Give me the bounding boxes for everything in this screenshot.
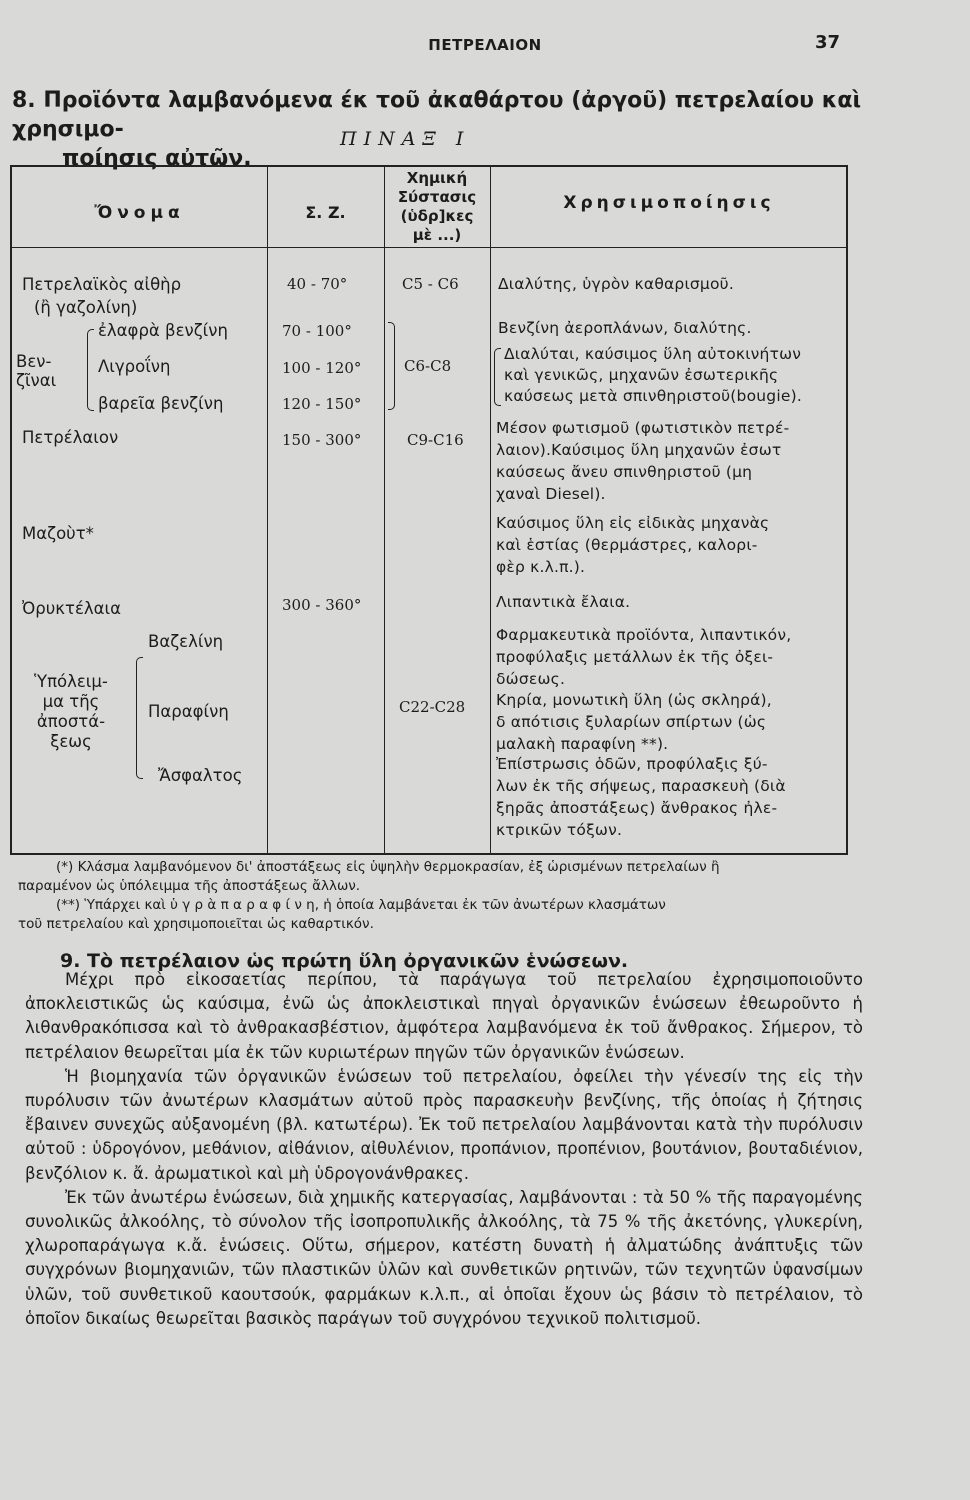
residue-line2: μα τῆς bbox=[42, 692, 100, 711]
vaseline-name: Βαζελίνη bbox=[148, 632, 224, 651]
header-chem-line3: (ὑδρ]κες bbox=[400, 207, 474, 225]
mazout-usage-line1: Καύσιμος ὕλη εἰς εἰδικὰς μηχανὰς bbox=[496, 514, 770, 532]
asphalt-usage-line4: κτρικῶν τόξων. bbox=[496, 821, 623, 839]
footnote-2-line2: τοῦ πετρελαίου καὶ χρησιμοποιεῖται ὡς καθαρτικόν. bbox=[18, 916, 374, 932]
section-9-body bbox=[25, 968, 863, 1331]
ligroin-boiling-point: 100 - 120° bbox=[282, 359, 362, 377]
petroleum-chem: C9-C16 bbox=[407, 431, 464, 449]
ether-name-line2: (ἢ γαζολίνη) bbox=[34, 298, 138, 317]
vaseline-usage-line2: προφύλαξις μετάλλων ἐκ τῆς ὀξει- bbox=[496, 648, 774, 666]
petroleum-name: Πετρέλαιον bbox=[22, 428, 119, 447]
engine-usage-brace bbox=[494, 348, 501, 406]
benzines-group-label bbox=[16, 352, 56, 390]
asphalt-name: Ἄσφαλτος bbox=[158, 766, 243, 785]
light-benzine-usage: Βενζίνη ἀεροπλάνων, διαλύτης. bbox=[498, 319, 752, 337]
vaseline-usage-line3: δώσεως. bbox=[496, 670, 566, 688]
ligroin-name: Λιγροΐνη bbox=[98, 357, 171, 376]
table-divider bbox=[384, 167, 385, 853]
section-9-heading: 9. Τὸ πετρέλαιον ὡς πρώτη ὕλη ὀργανικῶν ἑνώσεων. bbox=[60, 950, 629, 972]
ether-chem: C5 - C6 bbox=[402, 275, 459, 293]
mineral-oils-boiling-point: 300 - 360° bbox=[282, 596, 362, 614]
footnote-1-line1: (*) Κλάσμα λαμβανόμενον δι' ἀποστάξεως εἰς ὑψηλὴν θερμοκρασίαν, ἐξ ὡρισμένων πετρελαίων ἢ bbox=[56, 859, 720, 875]
table-caption: ΠΙΝΑΞ Ι bbox=[340, 128, 471, 150]
footnote-2-line1: (**) Ὑπάρχει καὶ ὑ γ ρ ὰ π α ρ α φ ί ν η, ἡ ὁποία λαμβάνεται ἐκ τῶν ἀνωτέρων κλασμάτων bbox=[56, 897, 666, 913]
paraffin-usage bbox=[496, 689, 772, 755]
benzines-chem-brace bbox=[388, 322, 395, 410]
products-table bbox=[10, 165, 848, 855]
table-header-divider bbox=[12, 247, 846, 248]
table-footnotes bbox=[18, 858, 898, 934]
vaseline-usage-line1: Φαρμακευτικὰ προϊόντα, λιπαντικόν, bbox=[496, 626, 792, 644]
mazout-usage-line3: φὲρ κ.λ.π.). bbox=[496, 558, 586, 576]
header-usage: Χρησιμοποίησις bbox=[563, 193, 775, 213]
residue-brace bbox=[136, 657, 143, 779]
light-benzine-boiling-point: 70 - 100° bbox=[282, 322, 352, 340]
page-number: 37 bbox=[815, 32, 841, 53]
section-8-title-line2: ποίησις αὐτῶν. bbox=[62, 146, 252, 171]
table-divider bbox=[267, 167, 268, 853]
mineral-oils-usage: Λιπαντικὰ ἔλαια. bbox=[496, 593, 631, 611]
paragraph-2: Ἡ βιομηχανία τῶν ὀργανικῶν ἑνώσεων τοῦ πετρελαίου, ὀφείλει τὴν γένεσίν της εἰς τὴν πυρόλυσιν τῶν ἀνωτέρων κλασμάτων αὐτοῦ πρὸς παρασκευὴν βενζίνης, τῆς ὁποίας ἡ ζήτησις ἔβαινεν συνεχῶς αὐξανομένη (βλ. κατωτέρω). Ἐκ τοῦ πετρελαίου λαμβάνονται κατὰ τὴν πυρόλυσιν αὐτοῦ : ὑδρογόνον, μεθάνιον, αἰθάνιον, αἰθυλένιον, προπάνιον, προπένιον, βουτάνιον, βουταδιένιον, βενζόλιον κ. ἄ. ἀρωματικοὶ καὶ μὴ ὑδρογονάνθρακες. bbox=[25, 1066, 863, 1183]
ether-name-line1: Πετρελαϊκὸς αἰθὴρ bbox=[22, 275, 182, 294]
header-boiling-point: Σ. Ζ. bbox=[305, 203, 346, 222]
row-ether-name bbox=[22, 273, 181, 319]
asphalt-usage-line1: Ἐπίστρωσις ὁδῶν, προφύλαξις ξύ- bbox=[496, 755, 768, 773]
ether-boiling-point: 40 - 70° bbox=[287, 275, 348, 293]
mazout-usage-line2: καὶ ἑστίας (θερμάστρες, καλορι- bbox=[496, 536, 758, 554]
benz-group-line2: ζῖναι bbox=[16, 371, 57, 390]
asphalt-usage-line3: ξηρᾶς ἀποστάξεως) ἄνθρακος ἠλε- bbox=[496, 799, 778, 817]
benz-group-line1: Βεν- bbox=[16, 352, 52, 371]
petroleum-usage-line1: Μέσον φωτισμοῦ (φωτιστικὸν πετρέ- bbox=[496, 419, 790, 437]
vaseline-usage bbox=[496, 624, 791, 690]
petroleum-usage-line2: λαιον).Καύσιμος ὕλη μηχανῶν ἐσωτ bbox=[496, 441, 782, 459]
engine-usage-line3: καύσεως μετὰ σπινθηριστοῦ(bougie). bbox=[504, 387, 802, 405]
heavy-benzine-boiling-point: 120 - 150° bbox=[282, 395, 362, 413]
residue-line1: Ὑπόλειμ- bbox=[34, 672, 108, 691]
paraffin-usage-line1: Κηρία, μονωτικὴ ὕλη (ὡς σκληρά), bbox=[496, 691, 772, 709]
header-chem-line2: Σύστασις bbox=[397, 188, 477, 206]
table-divider bbox=[490, 167, 491, 853]
mazout-usage bbox=[496, 512, 769, 578]
benzines-brace bbox=[87, 329, 94, 411]
benzines-chem: C6-C8 bbox=[404, 357, 452, 375]
mazout-name: Μαζοὺτ* bbox=[22, 524, 94, 543]
petroleum-usage bbox=[496, 417, 789, 505]
petroleum-usage-line4: χαναὶ Diesel). bbox=[496, 485, 606, 503]
header-name: Ὄνομα bbox=[94, 203, 185, 223]
heavy-benzine-name: βαρεῖα βενζίνη bbox=[98, 394, 224, 413]
residue-name bbox=[22, 672, 120, 752]
paraffin-name: Παραφίνη bbox=[148, 702, 229, 721]
paragraph-1: Μέχρι πρὸ εἰκοσαετίας περίπου, τὰ παράγωγα τοῦ πετρελαίου ἐχρησιμοποιοῦντο ἀποκλειστικῶς ὡς καύσιμα, ἐνῶ ὡς ἀποκλειστικαὶ πηγαὶ ὀργανικῶν ἑνώσεων ἐθεωροῦντο ἡ λιθανθρακόπισσα καὶ τὸ ἀνθρακασβέστιον, ἀμφότερα λαμβανόμενα ἐκ τοῦ ἄνθρακος. Σήμερον, τὸ πετρέλαιον θεωρεῖται μία ἐκ τῶν κυριωτέρων πηγῶν τῶν ὀργανικῶν ἑνώσεων. bbox=[25, 970, 863, 1062]
paraffin-usage-line3: μαλακὴ παραφίνη **). bbox=[496, 735, 669, 753]
asphalt-usage bbox=[496, 753, 786, 841]
header-chem-line4: μὲ ...) bbox=[412, 226, 462, 244]
engine-usage-line1: Διαλύται, καύσιμος ὕλη αὐτοκινήτων bbox=[504, 345, 802, 363]
header-chem-line1: Χημική bbox=[406, 169, 468, 187]
residue-chem: C22-C28 bbox=[399, 698, 466, 716]
residue-line3: ἀποστά- bbox=[36, 712, 106, 731]
engine-fuel-usage bbox=[504, 344, 802, 407]
header-chemical-composition bbox=[384, 169, 490, 245]
residue-line4: ξεως bbox=[50, 732, 92, 751]
light-benzine-name: ἐλαφρὰ βενζίνη bbox=[98, 321, 228, 340]
petroleum-boiling-point: 150 - 300° bbox=[282, 431, 362, 449]
mineral-oils-name: Ὀρυκτέλαια bbox=[22, 599, 121, 618]
footnote-1-line2: παραμένον ὡς ὑπόλειμμα τῆς ἀποστάξεως ἄλλων. bbox=[18, 878, 361, 894]
engine-usage-line2: καὶ γενικῶς, μηχανῶν ἐσωτερικῆς bbox=[504, 366, 779, 384]
asphalt-usage-line2: λων ἐκ τῆς σήψεως, παρασκευὴ (διὰ bbox=[496, 777, 786, 795]
petroleum-usage-line3: καύσεως ἄνευ σπινθηριστοῦ (μη bbox=[496, 463, 753, 481]
ether-usage: Διαλύτης, ὑγρὸν καθαρισμοῦ. bbox=[498, 275, 734, 293]
section-8-number: 8. bbox=[12, 88, 36, 113]
section-8-title-line1: Προϊόντα λαμβανόμενα έκ τοῦ ἀκαθάρτου (ἀργοῦ) πετρελαίου καὶ χρησιμο- bbox=[12, 88, 862, 142]
paragraph-3: Ἐκ τῶν ἀνωτέρω ἑνώσεων, διὰ χημικῆς κατεργασίας, λαμβάνονται : τὰ 50 % τῆς παραγομένης συνολικῶς ἀλκοόλης, τὸ σύνολον τῆς ἰσοπροπυλικῆς ἀλκοόλης, τὰ 75 % τῆς ἀκετόνης, γλυκερίνη, χλωροπαράγωγα κ.ἄ. ἑνώσεις. Οὕτω, σήμερον, κατέστη δυνατὴ ἡ ἀλματώδης ἀνάπτυξις τῶν συγχρόνων βιομηχανιῶν, τῶν πλαστικῶν ὑλῶν καὶ συνθετικῶν ρητινῶν, τῶν τεχνητῶν ὑφανσίμων ὑλῶν, τοῦ συνθετικοῦ καουτσούκ, φαρμάκων κ.λ.π., αἱ ὁποῖαι ἔχουν ὡς βάσιν τὸ πετρέλαιον, τὸ ὁποῖον δικαίως θεωρεῖται βασικὸς παράγων τοῦ συγχρόνου τεχνικοῦ πολιτισμοῦ. bbox=[25, 1187, 863, 1328]
paraffin-usage-line2: δ απότισις ξυλαρίων σπίρτων (ὡς bbox=[496, 713, 767, 731]
running-head: ΠΕΤΡΕΛΑΙΟΝ bbox=[428, 36, 542, 54]
